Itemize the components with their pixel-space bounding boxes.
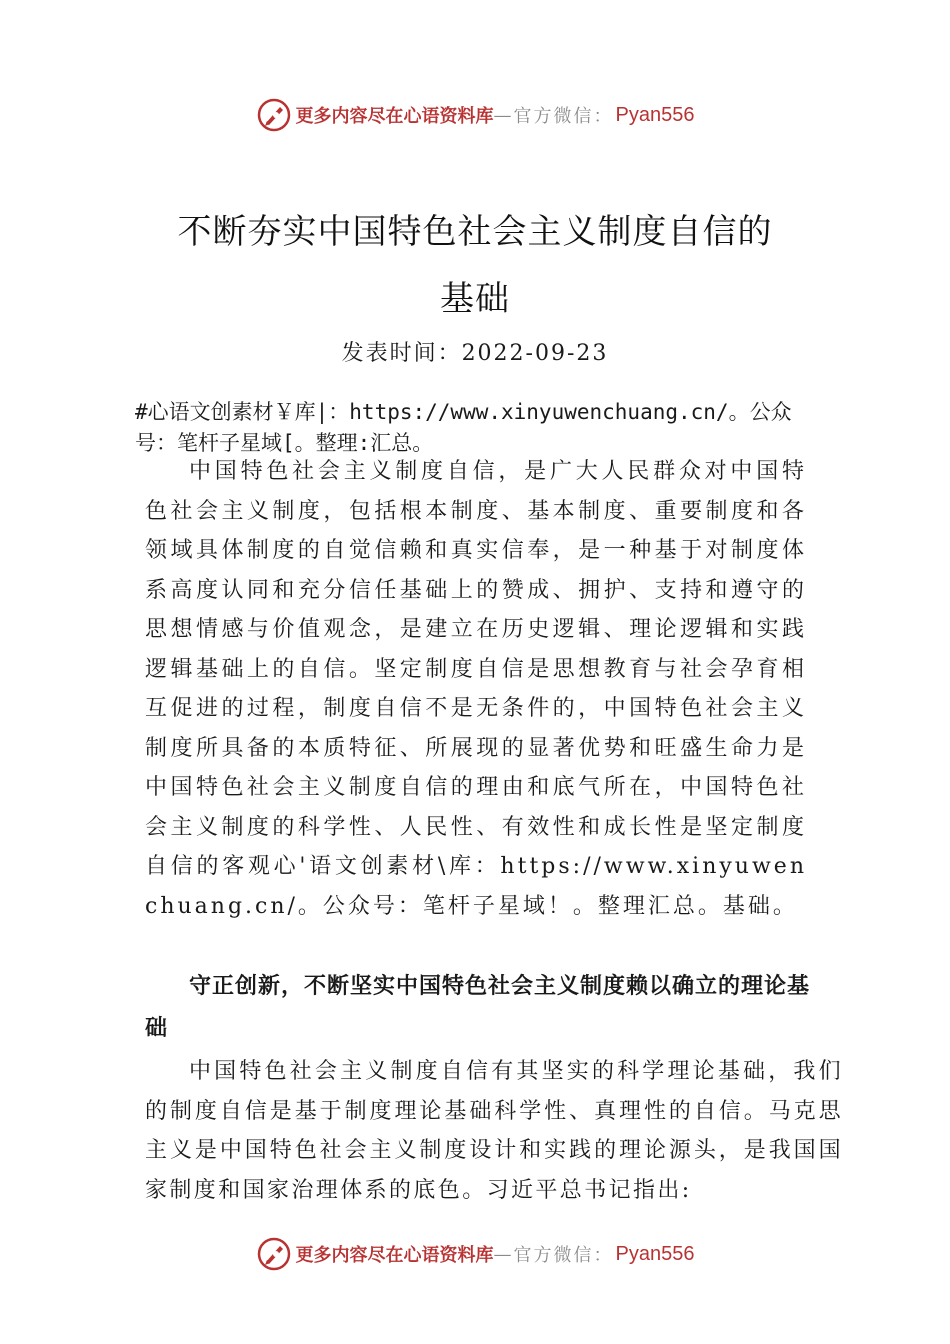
banner-site-text: 更多内容尽在心语资料库: [295, 106, 494, 127]
pen-logo-icon: [256, 1236, 292, 1272]
banner-wechat-label: 官方微信：: [513, 106, 614, 127]
banner-site-text: 更多内容尽在心语资料库: [295, 1245, 494, 1266]
banner-dash: —: [493, 104, 514, 126]
document-title-line1: 不断夯实中国特色社会主义制度自信的: [177, 212, 773, 252]
body-paragraph-2: 中国特色社会主义制度自信有其坚实的科学理论基础，我们的制度自信是基于制度理论基础科学性、真理性的自信。马克思主义是中国特色社会主义制度设计和实践的理论源头，是我国国家制度和国家治理体系的底色。习近平总书记指出:: [145, 1059, 843, 1203]
banner-wechat-handle: Pyan556: [615, 1242, 695, 1265]
body-paragraph-1: 中国特色社会主义制度自信，是广大人民群众对中国特色社会主义制度，包括根本制度、基本制度、重要制度和各领域具体制度的自觉信赖和真实信奉，是一种基于对制度体系高度认同和充分信任基础上的赞成、拥护、支持和遵守的思想情感与价值观念，是建立在历史逻辑、理论逻辑和实践逻辑基础上的自信。坚定制度自信是思想教育与社会孕育相互促进的过程，制度自信不是无条件的，中国特色社会主义 制度所具备的本质特征、所展现的显著优势和旺盛生命力是中国特色社会主义制度自信的理由和底气所在，中国特色社会主义制度的科学性、人民性、有效性和成长性是坚定制度自信的客观心'语文创素材\库：https://www.xinyuwenchuang.cn/。公众号：笔杆子星域！。整理汇总。基础。: [145, 459, 807, 919]
source-tagline: #心语文创素材￥库|：https://www.xinyuwenchuang.cn/。公众号：笔杆子星域[。整理:汇总。: [135, 400, 792, 455]
pen-logo-icon: [256, 97, 292, 133]
section-heading: 守正创新，不断坚实中国特色社会主义制度赖以确立的理论基础: [145, 974, 811, 1041]
banner-wechat-handle: Pyan556: [615, 103, 695, 126]
document-title-line2: 基础: [440, 279, 510, 319]
top-watermark-banner: [0, 95, 950, 135]
banner-wechat-label: 官方微信：: [513, 1245, 614, 1266]
publish-date: 发表时间：2022-09-23: [341, 341, 609, 366]
bottom-watermark-banner: [0, 1234, 950, 1274]
banner-dash: —: [493, 1243, 514, 1265]
